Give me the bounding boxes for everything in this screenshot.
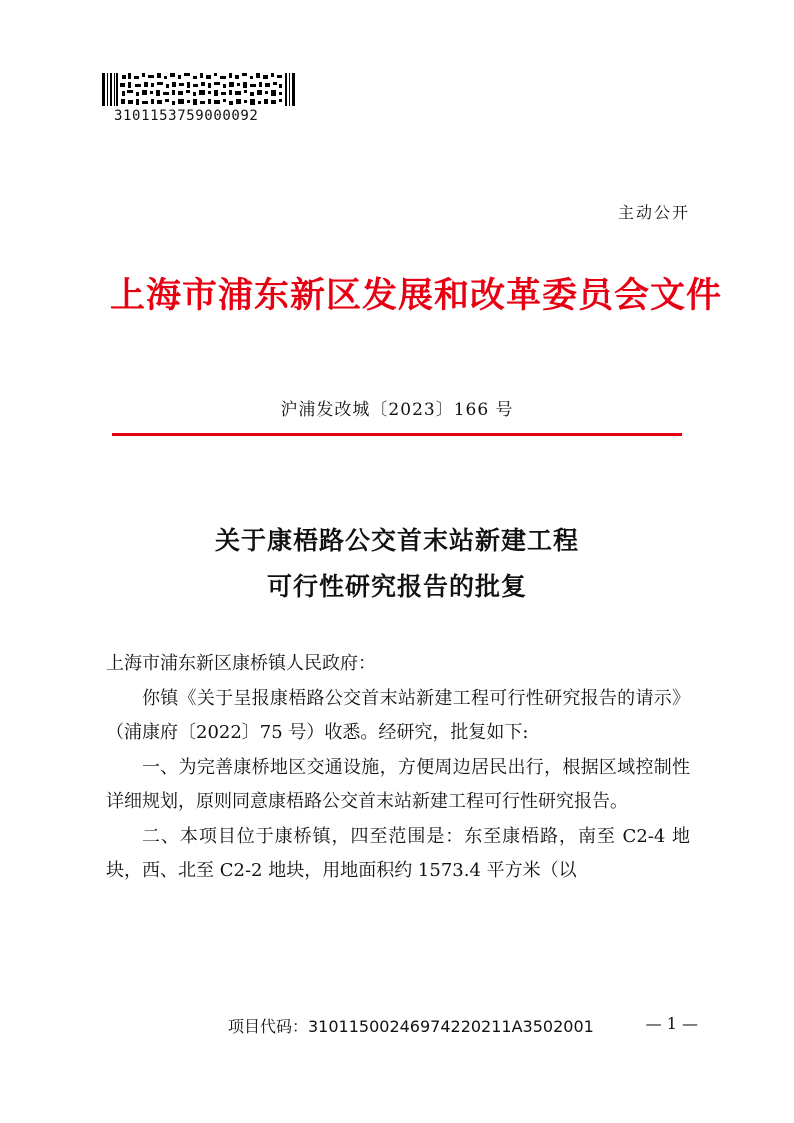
document-header-title: 上海市浦东新区发展和改革委员会文件 [110, 275, 723, 316]
document-number: 沪浦发改城〔2023〕166 号 [280, 400, 514, 420]
body-paragraph: 一、为完善康桥地区交通设施，方便周边居民出行，根据区域控制性详细规划，原则同意康梧路公交首末站新建工程可行性研究报告。 [106, 756, 690, 812]
recipient: 上海市浦东新区康桥镇人民政府： [106, 653, 376, 674]
document-title [0, 518, 794, 610]
barcode-number: 3101153759000092 [114, 108, 259, 124]
title-line-1: 关于康梧路公交首末站新建工程 [214, 526, 579, 555]
body-paragraph: 二、本项目位于康桥镇，四至范围是：东至康梧路，南至 C2-4 地块，西、北至 C2-2 地块，用地面积约 1573.4 平方米（以 [106, 825, 690, 881]
title-line-2: 可行性研究报告的批复 [266, 572, 527, 601]
disclosure-label: 主动公开 [617, 203, 690, 222]
project-code: 项目代码：31011500246974220211A3502001 [228, 1017, 594, 1036]
body-paragraph: 你镇《关于呈报康梧路公交首末站新建工程可行性研究报告的请示》（浦康府〔2022〕75 号）收悉。经研究，批复如下: [106, 687, 690, 743]
red-divider [112, 433, 682, 436]
barcode [102, 73, 296, 106]
document-body [106, 647, 690, 889]
page-number: — 1 — [645, 1014, 698, 1033]
